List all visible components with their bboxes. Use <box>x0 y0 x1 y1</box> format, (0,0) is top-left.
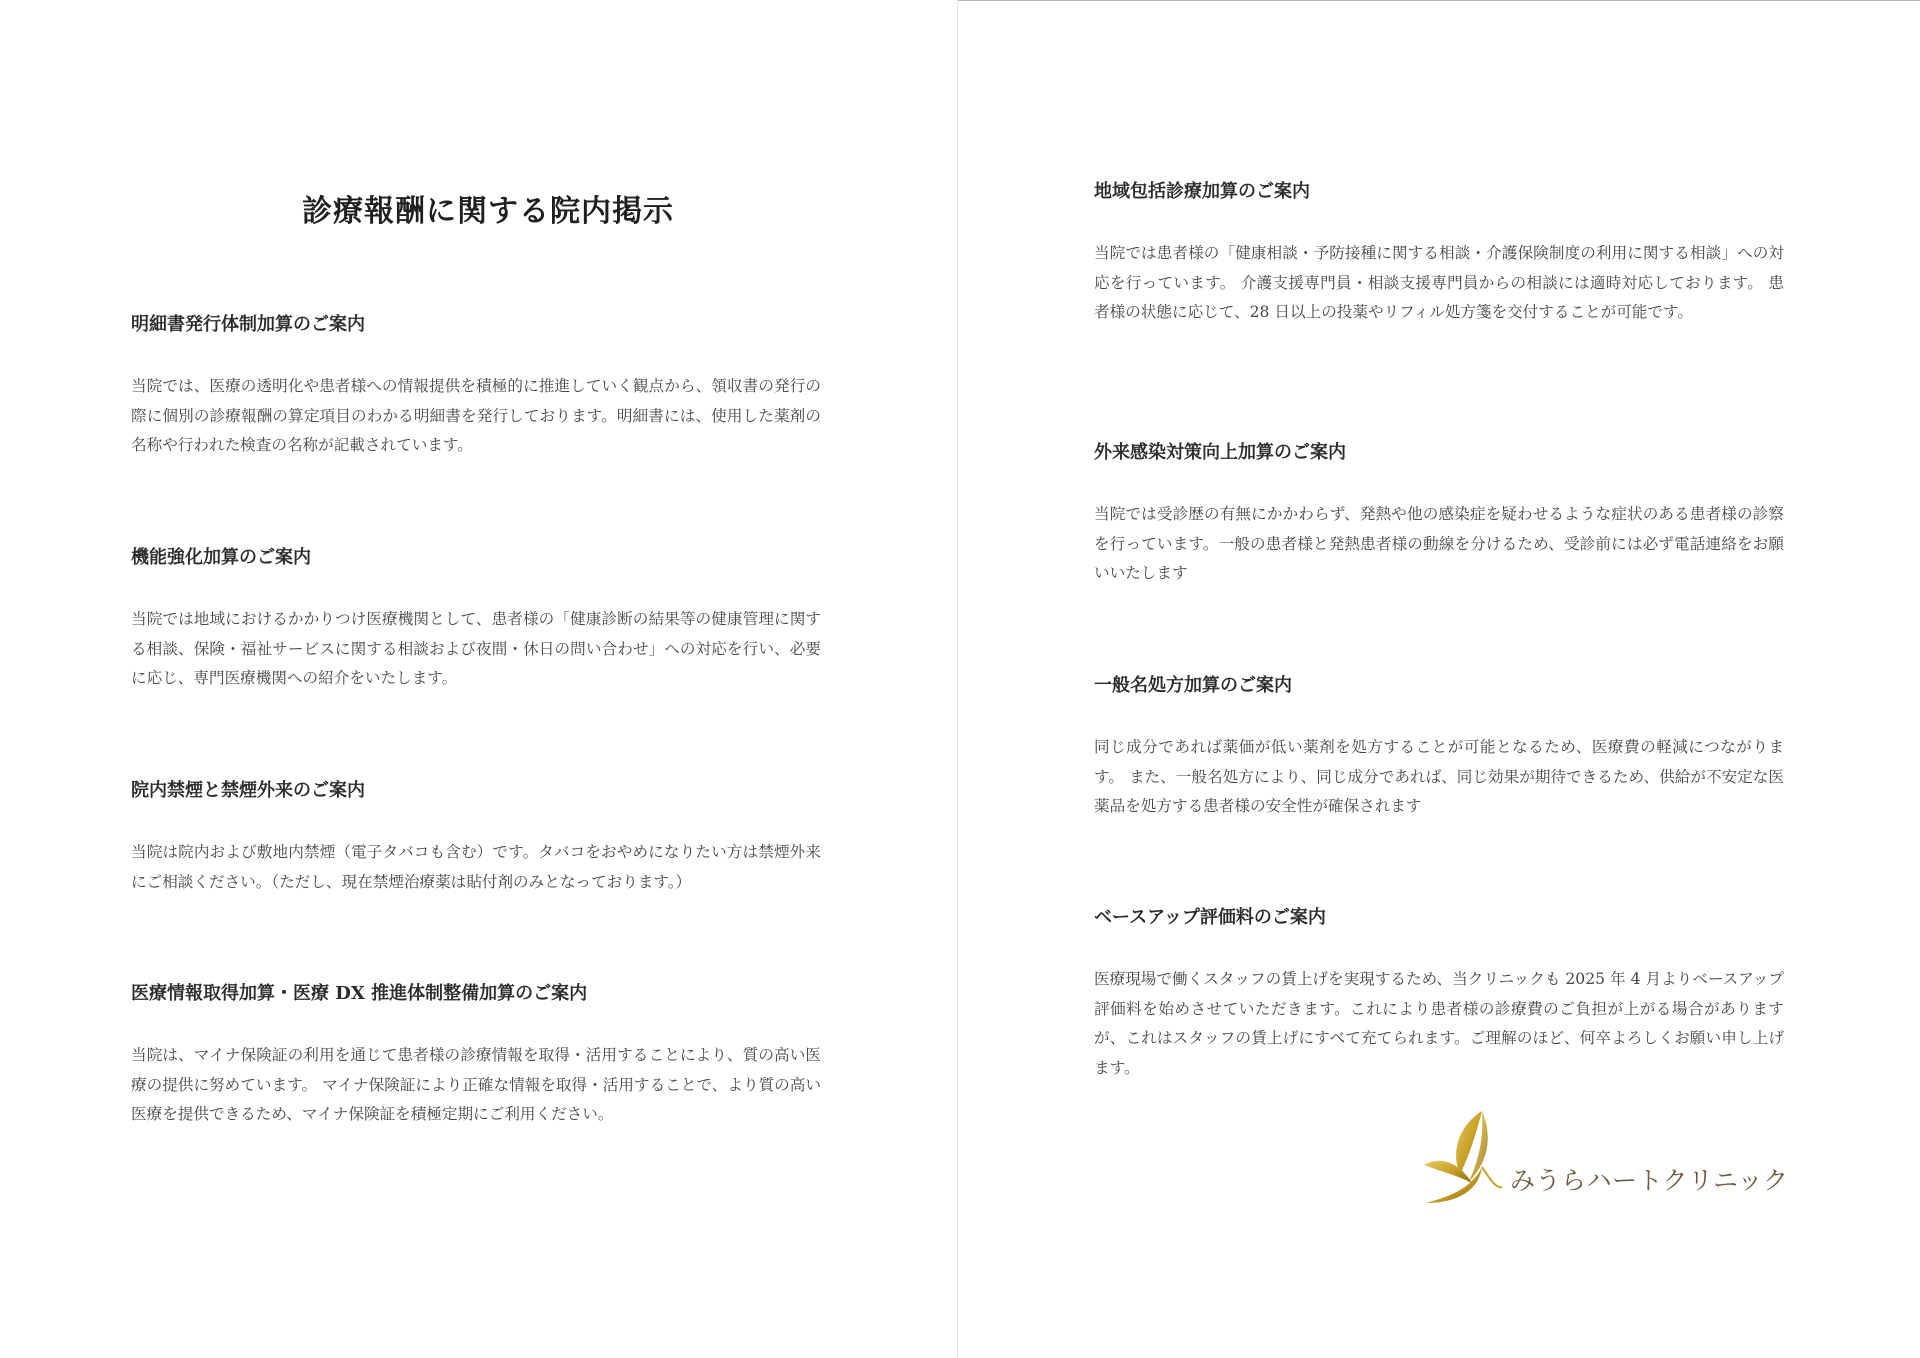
section-body: 当院は院内および敷地内禁煙（電子タバコも含む）です。タバコをおやめになりたい方は禁煙外来にご相談ください。（ただし、現在禁煙治療薬は貼付剤のみとなっております。） <box>131 843 821 891</box>
section-base-up <box>1094 905 1784 1083</box>
right-page <box>957 0 1920 1358</box>
gold-leaf-heart-icon <box>1420 1105 1530 1215</box>
section-body: 当院では地域におけるかかりつけ医療機関として、患者様の「健康診断の結果等の健康管理に関する相談、保険・福祉サービスに関する相談および夜間・休日の問い合わせ」への対応を行い、必要に応じ、専門医療機関への紹介をいたします。 <box>131 610 821 687</box>
section-heading: 外来感染対策向上加算のご案内 <box>1094 442 1346 463</box>
left-page <box>0 0 956 1358</box>
section-heading: 院内禁煙と禁煙外来のご案内 <box>131 780 365 801</box>
section-kinou-kyouka <box>131 545 821 694</box>
section-kinen <box>131 778 821 897</box>
section-gairai-kansen <box>1094 440 1784 589</box>
section-meisaisho <box>131 312 821 461</box>
section-heading: ベースアップ評価料のご案内 <box>1094 907 1326 928</box>
section-heading: 明細書発行体制加算のご案内 <box>131 314 365 335</box>
clinic-name: みうらハートクリニック <box>1510 1166 1789 1195</box>
section-ippanmei-shohou <box>1094 673 1784 822</box>
section-heading: 地域包括診療加算のご案内 <box>1094 181 1310 202</box>
section-body: 医療現場で働くスタッフの賃上げを実現するため、当クリニックも 2025 年 4 月よりベースアップ評価料を始めさせていただきます。これにより患者様の診療費のご負担が上がる場合がありますが、これはスタッフの賃上げにすべて充てられます。ご理解のほど、何卒よろしくお願い申し上げます。 <box>1094 970 1784 1077</box>
section-body: 同じ成分であれば薬価が低い薬剤を処方することが可能となるため、医療費の軽減につながります。 また、一般名処方により、同じ成分であれば、同じ効果が期待できるため、供給が不安定な医薬品を処方する患者様の安全性が確保されます <box>1094 738 1784 815</box>
page-title: 診療報酬に関する院内掲示 <box>302 194 674 229</box>
section-body: 当院は、マイナ保険証の利用を通じて患者様の診療情報を取得・活用することにより、質の高い医療の提供に努めています。 マイナ保険証により正確な情報を取得・活用することで、より質の高い医療を提供できるため、マイナ保険証を積極定期にご利用ください。 <box>131 1046 821 1123</box>
section-iryou-dx <box>131 981 821 1130</box>
section-heading: 医療情報取得加算・医療 DX 推進体制整備加算のご案内 <box>131 983 588 1004</box>
section-heading: 一般名処方加算のご案内 <box>1094 675 1292 696</box>
clinic-logo <box>1420 1105 1789 1215</box>
section-body: 当院では、医療の透明化や患者様への情報提供を積極的に推進していく観点から、領収書の発行の際に個別の診療報酬の算定項目のわかる明細書を発行しております。明細書には、使用した薬剤の名称や行われた検査の名称が記載されています。 <box>131 377 821 454</box>
section-chiiki-houkatsu <box>1094 179 1784 328</box>
section-heading: 機能強化加算のご案内 <box>131 547 311 568</box>
section-body: 当院では患者様の「健康相談・予防接種に関する相談・介護保険制度の利用に関する相談」への対応を行っています。 介護支援専門員・相談支援専門員からの相談には適時対応しております。 患者様の状態に応じて、28 日以上の投薬やリフィル処方箋を交付することが可能です。 <box>1094 244 1784 321</box>
section-body: 当院では受診歴の有無にかかわらず、発熱や他の感染症を疑わせるような症状のある患者様の診察を行っています。一般の患者様と発熱患者様の動線を分けるため、受診前には必ず電話連絡をお願いいたします <box>1094 505 1784 582</box>
